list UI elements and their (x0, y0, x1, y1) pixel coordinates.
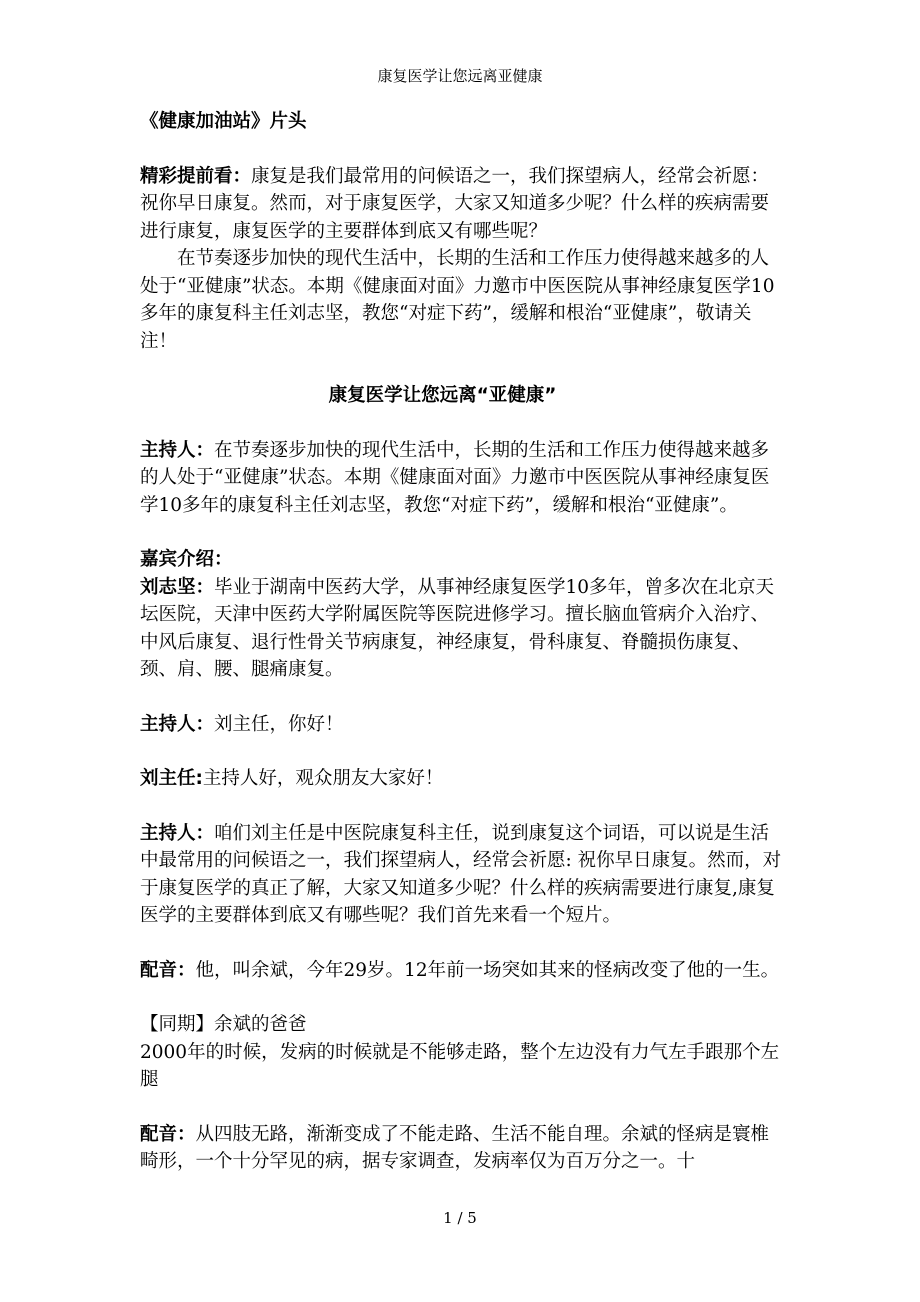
guest-bio-paragraph (140, 574, 785, 684)
voiceover-text: 从四肢无路，渐渐变成了不能走路、生活不能自理。余斌的怪病是寰椎畸形，一个十分罕见的病，据专家调查，发病率仅为百万分之一。十 (140, 1123, 770, 1172)
dialogue-text: 咱们刘主任是中医院康复科主任，说到康复这个词语，可以说是生活中最常用的问候语之一，我们探望病人，经常会祈愿: 祝你早日康复。然而，对于康复医学的真正了解，大家又知道多少呢？什么样的疾病需要进行康复,康复医学的主要群体到底又有哪些呢？我们首先来看一个短片。 (140, 822, 782, 926)
preview-label: 精彩提前看： (140, 165, 252, 187)
speaker-label: 主持人： (140, 822, 215, 844)
sync-label: 【同期】余斌的爸爸 (140, 1014, 307, 1035)
host-intro-paragraph (140, 437, 785, 520)
dialogue-paragraph (140, 711, 785, 739)
voiceover-label: 配音： (140, 1123, 196, 1145)
speaker-label: 刘主任: (140, 768, 203, 789)
voiceover-paragraph (140, 1121, 785, 1176)
page-number: 1 / 5 (443, 1209, 477, 1227)
guest-section-label: 嘉宾介绍： (140, 549, 233, 570)
voiceover-text: 他，叫余斌，今年29岁。12年前一场突如其来的怪病改变了他的一生。 (195, 959, 780, 981)
dialogue-paragraph (140, 820, 785, 930)
page-header: 康复医学让您远离亚健康 (377, 67, 543, 85)
article-title: 康复医学让您远离“亚健康” (328, 385, 557, 406)
document-body (140, 108, 785, 1176)
summary-paragraph: 在节奏逐步加快的现代生活中，长期的生活和工作压力使得越来越多的人处于“亚健康”状态。本期《健康面对面》力邀市中医医院从事神经康复医学10多年的康复科主任刘志坚，教您“对症下药”，缓解和根治“亚健康”，敬请关注！ (140, 248, 775, 352)
dialogue-paragraph (140, 765, 785, 793)
preview-paragraph (140, 163, 785, 246)
speaker-label: 主持人： (140, 713, 215, 735)
guest-bio-text: 毕业于湖南中医药大学，从事神经康复医学10多年，曾多次在北京天坛医院，天津中医药大学附属医院等医院进修学习。擅长脑血管病介入治疗、中风后康复、退行性骨关节病康复，神经康复，骨科康复、脊髓损伤康复、颈、肩、腰、腿痛康复。 (140, 576, 775, 680)
guest-name-label: 刘志坚： (140, 576, 215, 598)
preview-text: 康复是我们最常用的问候语之一，我们探望病人，经常会祈愿：祝你早日康复。然而，对于康复医学，大家又知道多少呢？什么样的疾病需要进行康复，康复医学的主要群体到底又有哪些呢？ (140, 165, 770, 242)
program-title: 《健康加油站》片头 (140, 111, 307, 132)
voiceover-label: 配音： (140, 959, 196, 981)
dialogue-text: 刘主任，你好！ (214, 713, 344, 735)
host-intro-text: 在节奏逐步加快的现代生活中，长期的生活和工作压力使得越来越多的人处于“亚健康”状态。本期《健康面对面》力邀市中医医院从事神经康复医学10多年的康复科主任刘志坚，教您“对症下药”，缓解和根治“亚健康”。 (140, 439, 770, 516)
voiceover-paragraph (140, 957, 785, 985)
dialogue-text: 主持人好，观众朋友大家好！ (202, 768, 444, 789)
host-label: 主持人： (140, 439, 215, 461)
sync-text: 2000年的时候，发病的时候就是不能够走路，整个左边没有力气左手跟那个左腿 (140, 1041, 780, 1090)
